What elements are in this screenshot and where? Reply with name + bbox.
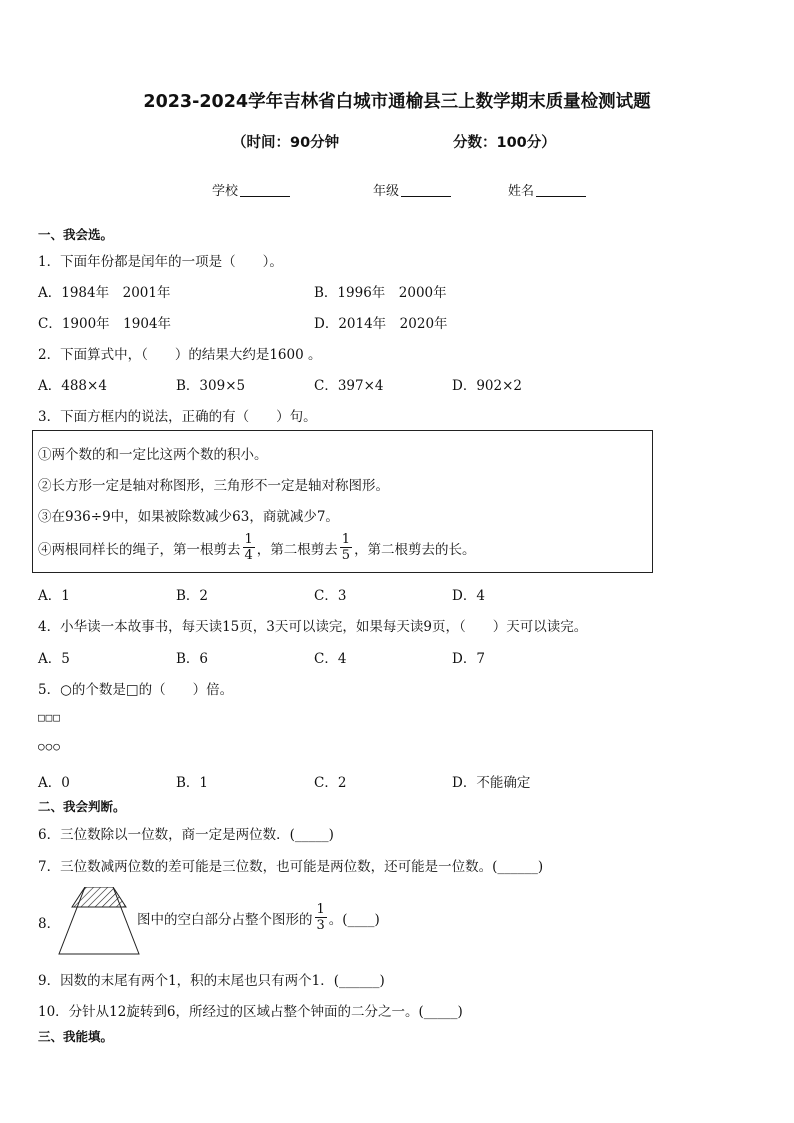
q2-option-d: D．902×2: [452, 378, 522, 394]
statement-4: [38, 532, 476, 563]
q5-option-c: C．2: [314, 775, 347, 791]
circles-row: ○○○: [38, 740, 61, 753]
name-field: [508, 180, 586, 199]
q4-option-c: C．4: [314, 651, 347, 667]
question-2: 2．下面算式中，（ ）的结果大约是1600 。: [38, 347, 322, 363]
name-label: 姓名: [508, 184, 535, 199]
grade-label: 年级: [373, 184, 400, 199]
grade-blank: [401, 182, 451, 197]
school-field: [212, 180, 290, 199]
fraction-numerator: 1: [316, 902, 325, 917]
fraction-denominator: 4: [244, 548, 253, 563]
q4-option-a: A．5: [38, 651, 70, 667]
q8-text-a: 图中的空白部分占整个图形的: [137, 911, 313, 928]
fraction-one-fifth: [340, 532, 352, 563]
statement-4-part-b: ，第二根剪去: [256, 541, 338, 558]
fraction-denominator: 3: [316, 918, 325, 933]
question-10: 10．分针从12旋转到6，所经过的区域占整个钟面的二分之一。(_____): [38, 1004, 463, 1020]
q4-option-b: B．6: [176, 651, 209, 667]
statement-1: ①两个数的和一定比这两个数的积小。: [38, 447, 268, 463]
question-8: [137, 902, 380, 933]
question-7: 7．三位数减两位数的差可能是三位数，也可能是两位数，还可能是一位数。(______): [38, 859, 544, 875]
statement-3: ③在936÷9中，如果被除数减少63，商就减少7。: [38, 509, 339, 525]
grade-field: [373, 180, 451, 199]
q2-option-a: A．488×4: [38, 378, 107, 394]
statement-4-part-c: ，第二根剪去的长。: [354, 541, 476, 558]
exam-time: （时间：90分钟: [232, 135, 340, 151]
fraction-denominator: 5: [341, 548, 351, 563]
exam-score: 分数：100分）: [453, 135, 556, 151]
q4-option-d: D．7: [452, 651, 485, 667]
statement-4-part-a: ④两根同样长的绳子，第一根剪去: [38, 541, 241, 558]
question-4: 4．小华读一本故事书，每天读15页，3天可以读完，如果每天读9页，（ ）天可以读完。: [38, 619, 588, 635]
q3-option-c: C．3: [314, 588, 347, 604]
section-heading: 一、我会选。: [38, 227, 114, 242]
q8-text-b: 。(____): [328, 911, 380, 928]
question-6: 6．三位数除以一位数，商一定是两位数．(_____): [38, 827, 334, 843]
question-8-number: 8．: [38, 916, 61, 932]
question-9: 9．因数的末尾有两个1，积的末尾也只有两个1．(______): [38, 973, 385, 989]
question-1: 1．下面年份都是闰年的一项是（ ）。: [38, 254, 283, 270]
triangle-figure: [58, 887, 140, 955]
section-heading: 二、我会判断。: [38, 799, 126, 814]
q1-option-b: B．1996年 2000年: [314, 285, 447, 301]
question-3: 3．下面方框内的说法，正确的有（ ）句。: [38, 409, 317, 425]
fraction-numerator: 1: [244, 532, 253, 547]
squares-row: □□□: [38, 711, 61, 724]
school-blank: [240, 182, 290, 197]
q3-option-a: A．1: [38, 588, 70, 604]
q5-option-b: B．1: [176, 775, 209, 791]
fraction-numerator: 1: [341, 532, 351, 547]
name-blank: [536, 182, 586, 197]
q1-option-c: C．1900年 1904年: [38, 316, 172, 332]
statement-2: ②长方形一定是轴对称图形，三角形不一定是轴对称图形。: [38, 478, 389, 494]
question-5: 5．○的个数是□的（ ）倍。: [38, 682, 234, 698]
q5-option-a: A．0: [38, 775, 70, 791]
q1-option-a: A．1984年 2001年: [38, 285, 171, 301]
q2-option-c: C．397×4: [314, 378, 384, 394]
fraction-one-third: [315, 902, 327, 933]
school-label: 学校: [212, 184, 239, 199]
page-title: 2023-2024学年吉林省白城市通榆县三上数学期末质量检测试题: [143, 92, 651, 112]
section-heading: 三、我能填。: [38, 1029, 114, 1044]
q3-option-d: D．4: [452, 588, 485, 604]
shaded-region: [72, 887, 126, 907]
q2-option-b: B．309×5: [176, 378, 246, 394]
q5-option-d: D．不能确定: [452, 775, 531, 791]
q1-option-d: D．2014年 2020年: [314, 316, 448, 332]
q3-option-b: B．2: [176, 588, 209, 604]
fraction-one-quarter: [243, 532, 255, 563]
